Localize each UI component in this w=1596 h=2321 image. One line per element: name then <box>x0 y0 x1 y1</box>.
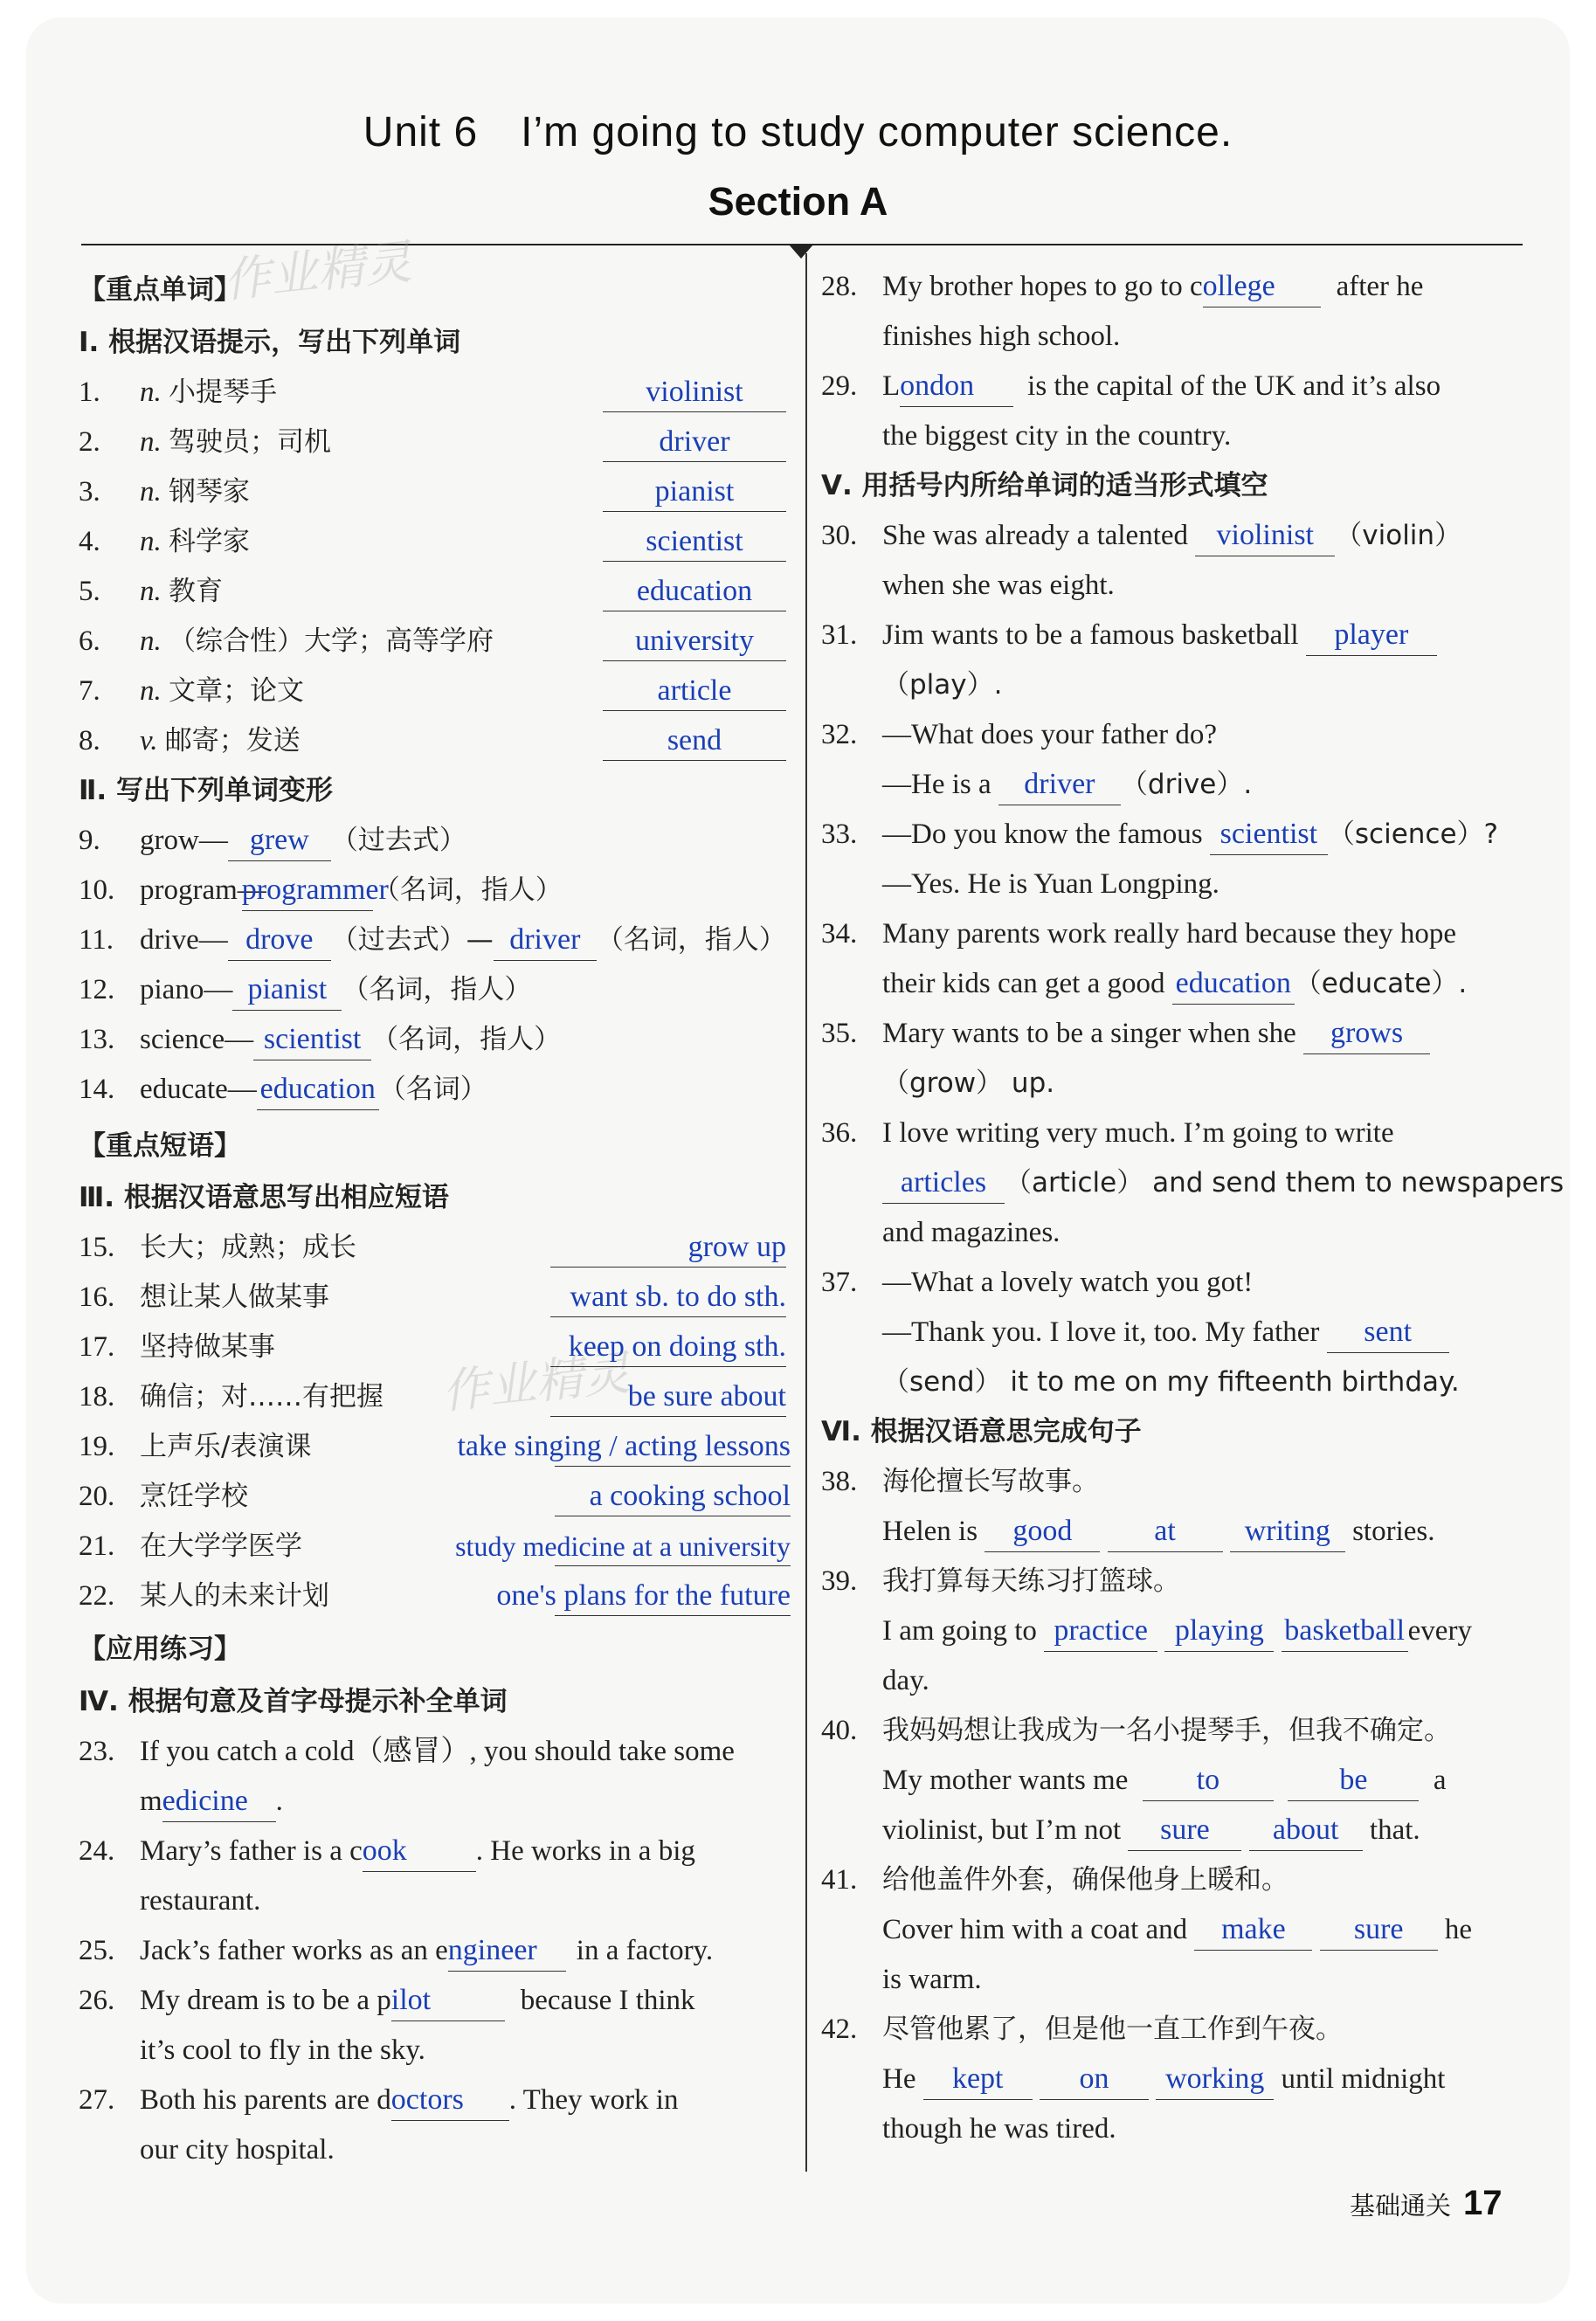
phrase-item: 20. 烹饪学校 a cooking school <box>79 1472 791 1522</box>
answer-blank[interactable]: sent <box>1327 1312 1449 1353</box>
part-4-title: Ⅳ. 根据句意及首字母提示补全单词 <box>79 1686 508 1717</box>
phrase-item: 17. 坚持做某事 keep on doing sth. <box>79 1323 791 1372</box>
vocab-item: 7. n. 文章；论文 article <box>79 667 791 716</box>
answer-blank[interactable]: edicine <box>162 1781 276 1822</box>
question-38: 38. 海伦擅长写故事。 <box>821 1466 1099 1497</box>
answer-blank[interactable]: one's plans for the future <box>555 1572 791 1616</box>
question-27: 27. Both his parents are doctors . They work in <box>79 2076 791 2125</box>
answer-blank[interactable]: at <box>1108 1511 1223 1552</box>
part-2-title: Ⅱ. 写出下列单词变形 <box>79 775 333 806</box>
answer-blank[interactable]: university <box>603 617 786 661</box>
answer-blank[interactable]: articles <box>882 1163 1005 1204</box>
answer-blank[interactable]: pianist <box>232 970 342 1011</box>
answer-blank[interactable]: make <box>1194 1910 1312 1951</box>
answer-blank[interactable]: sure <box>1128 1810 1241 1851</box>
phrase-item: 18. 确信；对……有把握 be sure about <box>79 1372 791 1422</box>
answer-blank[interactable]: be <box>1288 1760 1419 1801</box>
question-39-cont2: day. <box>882 1665 929 1696</box>
question-32: 32. —What does your father do? <box>821 719 1218 750</box>
question-32-cont: —He is a driver （drive）. <box>821 760 1533 810</box>
question-34: 34. Many parents work really hard because they hope <box>821 918 1457 950</box>
answer-blank[interactable]: ook <box>363 1831 476 1872</box>
footer-label: 基础通关 <box>1350 2191 1452 2221</box>
right-column <box>821 262 1565 2154</box>
answer-blank[interactable]: grow up <box>550 1223 786 1268</box>
answer-blank[interactable]: on <box>1040 2059 1149 2100</box>
question-33-cont: —Yes. He is Yuan Longping. <box>882 868 1219 900</box>
question-37: 37. —What a lovely watch you got! <box>821 1267 1254 1298</box>
phrase-item: 15. 长大；成熟；成长 grow up <box>79 1223 791 1273</box>
question-38-cont: Helen is good at writing stories. <box>821 1507 1533 1557</box>
answer-blank[interactable]: pianist <box>603 467 786 512</box>
question-13: 13. science— scientist （名词，指人） <box>79 1015 791 1065</box>
part-6-title: Ⅵ. 根据汉语意思完成句子 <box>821 1416 1142 1447</box>
question-36: 36. I love writing very much. I’m going to write <box>821 1117 1394 1149</box>
answer-blank[interactable]: ondon <box>900 366 1013 407</box>
answer-blank[interactable]: kept <box>923 2059 1033 2100</box>
question-27-cont: our city hospital. <box>140 2134 335 2166</box>
question-36-cont2: and magazines. <box>882 1217 1061 1248</box>
question-26-cont: it’s cool to fly in the sky. <box>140 2034 425 2066</box>
page-footer <box>1350 2184 1503 2223</box>
page-number: 17 <box>1463 2184 1503 2222</box>
section-title: Section A <box>708 179 888 224</box>
answer-blank[interactable]: basketball <box>1282 1611 1408 1652</box>
answer-blank[interactable]: scientist <box>253 1019 371 1060</box>
answer-blank[interactable]: send <box>603 716 786 761</box>
question-35-cont: （grow） up. <box>882 1067 1055 1099</box>
answer-blank[interactable]: a cooking school <box>555 1472 791 1516</box>
phrase-item: 16. 想让某人做某事 want sb. to do sth. <box>79 1273 791 1323</box>
answer-blank[interactable]: ollege <box>1203 266 1321 307</box>
question-30: 30. She was already a talented violinist （violin） <box>821 511 1533 561</box>
question-24: 24. Mary’s father is a cook . He works in a big <box>79 1827 791 1876</box>
question-40: 40. 我妈妈想让我成为一名小提琴手，但我不确定。 <box>821 1715 1451 1746</box>
answer-blank[interactable]: keep on doing sth. <box>550 1323 786 1367</box>
question-42-cont: He kept on working until midnight <box>821 2055 1533 2104</box>
column-divider <box>805 253 807 2172</box>
question-25: 25. Jack’s father works as an engineer in a factory. <box>79 1926 791 1976</box>
vocab-item: 6. n. （综合性）大学；高等学府 university <box>79 617 791 667</box>
vocab-item: 8. v. 邮寄；发送 send <box>79 716 791 766</box>
vocab-item: 4. n. 科学家 scientist <box>79 517 791 567</box>
answer-blank[interactable]: scientist <box>1210 814 1328 855</box>
question-41-cont2: is warm. <box>882 1964 982 1995</box>
answer-blank[interactable]: education <box>257 1069 379 1110</box>
answer-blank[interactable]: drove <box>228 920 331 961</box>
question-37-cont2: （send） it to me on my fifteenth birthday. <box>882 1366 1460 1398</box>
answer-blank[interactable]: ilot <box>391 1980 505 2021</box>
answer-blank[interactable]: programmer <box>242 870 373 911</box>
answer-blank[interactable]: sure <box>1320 1910 1438 1951</box>
question-11: 11. drive— drove （过去式）— driver （名词，指人） <box>79 915 791 965</box>
phrase-item: 21. 在大学学医学 study medicine at a university <box>79 1522 791 1572</box>
vocab-item: 1. n. 小提琴手 violinist <box>79 368 791 418</box>
question-9: 9. grow— grew （过去式） <box>79 816 791 866</box>
vocab-item: 2. n. 驾驶员；司机 driver <box>79 418 791 467</box>
answer-blank[interactable]: octors <box>391 2080 509 2121</box>
unit-title: Unit 6 I’m going to study computer science. <box>363 109 1233 155</box>
question-42: 42. 尽管他累了，但是他一直工作到午夜。 <box>821 2014 1343 2045</box>
answer-blank[interactable]: driver <box>998 764 1121 805</box>
question-37-cont: —Thank you. I love it, too. My father sent <box>821 1308 1533 1357</box>
part-5-title: Ⅴ. 用括号内所给单词的适当形式填空 <box>821 470 1268 501</box>
answer-blank[interactable]: working <box>1156 2059 1274 2100</box>
answer-blank[interactable]: player <box>1306 615 1437 656</box>
answer-blank[interactable]: study medicine at a university <box>555 1522 791 1566</box>
answer-blank[interactable]: scientist <box>603 517 786 562</box>
question-33: 33. —Do you know the famous scientist （science）? <box>821 810 1533 860</box>
answer-blank[interactable]: to <box>1143 1760 1274 1801</box>
question-10: 10. program—programmer（名词，指人） <box>79 866 791 915</box>
question-31: 31. Jim wants to be a famous basketball player <box>821 611 1533 660</box>
answer-blank[interactable]: education <box>603 567 786 611</box>
question-42-cont2: though he was tired. <box>882 2113 1116 2145</box>
answer-blank[interactable]: want sb. to do sth. <box>550 1273 786 1317</box>
question-30-cont: when she was eight. <box>882 570 1115 601</box>
vocab-item: 3. n. 钢琴家 pianist <box>79 467 791 517</box>
answer-blank[interactable]: ngineer <box>448 1931 566 1972</box>
question-41: 41. 给他盖件外套，确保他身上暖和。 <box>821 1864 1289 1896</box>
heading-key-phrases: 【重点短语】 <box>79 1130 241 1162</box>
answer-blank[interactable]: about <box>1249 1810 1363 1851</box>
question-34-cont: their kids can get a good education （educate）. <box>821 959 1533 1009</box>
watermark: 作业精灵 <box>220 233 415 309</box>
answer-blank[interactable]: grew <box>228 820 331 861</box>
answer-blank[interactable]: take singing / acting lessons <box>555 1422 791 1467</box>
question-39-cont: I am going to practice playing basketball every <box>821 1606 1533 1656</box>
question-40-cont2: violinist, but I’m not sure about that. <box>821 1806 1533 1855</box>
answer-blank[interactable]: driver <box>603 418 786 462</box>
watermark: 作业精灵 <box>439 1344 633 1420</box>
part-3-list <box>79 1223 791 1621</box>
answer-blank[interactable]: practice <box>1044 1611 1157 1652</box>
question-35: 35. Mary wants to be a singer when she grows <box>821 1009 1533 1059</box>
divider-arrow-icon <box>789 245 813 259</box>
question-14: 14. educate— education （名词） <box>79 1065 791 1119</box>
question-31-cont: （play）. <box>882 669 1003 701</box>
answer-blank[interactable]: be sure about <box>550 1372 786 1417</box>
question-23-cont: medicine . <box>79 1777 791 1827</box>
heading-practice: 【应用练习】 <box>79 1634 241 1665</box>
answer-blank[interactable]: grows <box>1303 1013 1430 1054</box>
part-3-title: Ⅲ. 根据汉语意思写出相应短语 <box>79 1182 449 1213</box>
question-29-cont: the biggest city in the country. <box>882 420 1232 452</box>
answer-blank[interactable]: violinist <box>603 368 786 412</box>
answer-blank[interactable]: driver <box>494 920 597 961</box>
vocab-item: 5. n. 教育 education <box>79 567 791 617</box>
question-36-cont: articles （article） and send them to newspapers <box>821 1158 1533 1208</box>
question-24-cont: restaurant. <box>140 1885 261 1917</box>
question-26: 26. My dream is to be a pilot because I think <box>79 1976 791 2026</box>
phrase-item: 22. 某人的未来计划 one's plans for the future <box>79 1572 791 1621</box>
answer-blank[interactable]: article <box>603 667 786 711</box>
question-40-cont: My mother wants me to be a <box>821 1756 1533 1806</box>
question-28-cont: finishes high school. <box>882 321 1121 352</box>
left-column <box>79 262 791 2175</box>
question-29: 29. London is the capital of the UK and it’s also <box>821 362 1533 411</box>
answer-blank[interactable]: violinist <box>1195 515 1335 556</box>
question-12: 12. piano— pianist （名词，指人） <box>79 965 791 1015</box>
question-39: 39. 我打算每天练习打篮球。 <box>821 1565 1180 1597</box>
answer-blank[interactable]: playing <box>1164 1611 1274 1652</box>
answer-blank[interactable]: good <box>985 1511 1100 1552</box>
part-1-list <box>79 368 791 766</box>
answer-blank[interactable]: writing <box>1230 1511 1345 1552</box>
phrase-item: 19. 上声乐/表演课 take singing / acting lessons <box>79 1422 791 1472</box>
question-28: 28. My brother hopes to go to college after he <box>821 262 1533 312</box>
answer-blank[interactable]: education <box>1172 964 1295 1005</box>
heading-key-words: 【重点单词】 <box>79 274 241 306</box>
part-1-title: Ⅰ. 根据汉语提示，写出下列单词 <box>79 327 461 358</box>
question-23: 23. If you catch a cold（感冒）, you should take some <box>79 1736 735 1767</box>
question-41-cont: Cover him with a coat and make sure he <box>821 1905 1533 1955</box>
